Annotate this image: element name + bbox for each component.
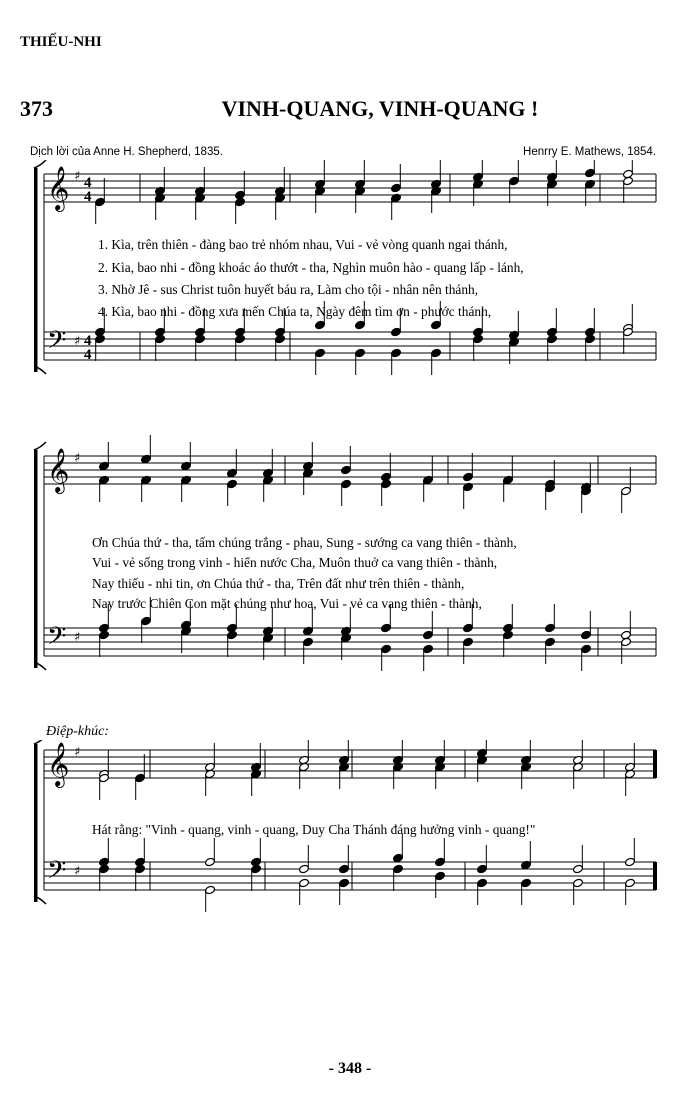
time-signature: 4 [84,333,92,349]
music-credit: Henrry E. Mathews, 1854. [523,146,656,158]
sharp-icon: ♯ [74,630,81,645]
time-signature: 4 [84,189,92,205]
time-signature: 4 [84,175,92,191]
time-signature: 4 [84,347,92,363]
sharp-icon: ♯ [74,745,81,760]
verse-2-line-1: 2. Kìa, bao nhi - đồng khoác áo thướt - tha, Nghìn muôn hào - quang lấp - lánh, [98,260,524,275]
bracket-hook [34,442,46,450]
treble-clef-icon: 𝄞 [47,166,70,210]
hymn-number: 373 [20,96,53,121]
verse-3-line-1: 3. Nhờ Jê - sus Christ tuôn huyết báu ra, Làm cho tội - nhân nên thánh, [98,282,479,297]
music-system-3 [0,740,700,940]
refrain-label: Điệp-khúc: [46,724,109,739]
verse-1-line-1: 1. Kìa, trên thiên - đàng bao trẻ nhóm nhau, Vui - vẻ vòng quanh ngai thánh, [98,237,508,252]
system-bracket [34,168,38,372]
final-barline [653,750,657,778]
verse-1-line-2: Ơn Chúa thứ - tha, tấm chúng trắng - phau, Sung - sướng ca vang thiên - thành, [92,535,517,550]
bracket-hook [34,740,46,744]
verse-3-line-2: Nay thiếu - nhi tin, ơn Chúa thứ - tha, Trên đất như trên thiên - thành, [92,576,465,591]
verse-2-line-2: Vui - vẻ sống trong vinh - hiển nước Cha, Muôn thuở ca vang thiên - thành, [92,555,498,570]
system-bracket [34,744,38,902]
verse-4-line-1: 4. Kìa, bao nhi - đồng xưa mến Chúa ta, Ngày đêm tìm ơn - phước thánh, [98,304,492,319]
music-system-1 [0,160,700,400]
sharp-icon: ♯ [74,451,81,466]
section-label: THIẾU-NHI [20,34,102,50]
refrain-lyrics: Hát rằng: "Vinh - quang, vinh - quang, Duy Cha Thánh đáng hưởng vinh - quang!" [92,822,536,837]
bracket-hook [34,160,46,168]
final-barline [653,862,657,890]
lyrics-credit: Dịch lời của Anne H. Shepherd, 1835. [30,146,223,158]
bass-clef-icon: 𝄢 [47,622,67,657]
music-system-2 [0,432,700,682]
bass-clef-icon: 𝄢 [47,326,67,361]
system-bracket [34,450,38,668]
bass-clef-icon: 𝄢 [47,856,67,891]
sharp-icon: ♯ [74,169,81,184]
treble-clef-icon: 𝄞 [47,448,70,492]
sharp-icon: ♯ [74,864,81,879]
treble-clef-icon: 𝄞 [47,742,70,786]
sharp-icon: ♯ [74,334,81,349]
hymn-title: VINH-QUANG, VINH-QUANG ! [221,96,539,121]
page-number: - 348 - [328,1060,372,1077]
verse-4-line-2: Nay trước Chiên Con mặt chúng như hoa, Vui - vẻ ca vang thiên - thành, [92,596,482,611]
